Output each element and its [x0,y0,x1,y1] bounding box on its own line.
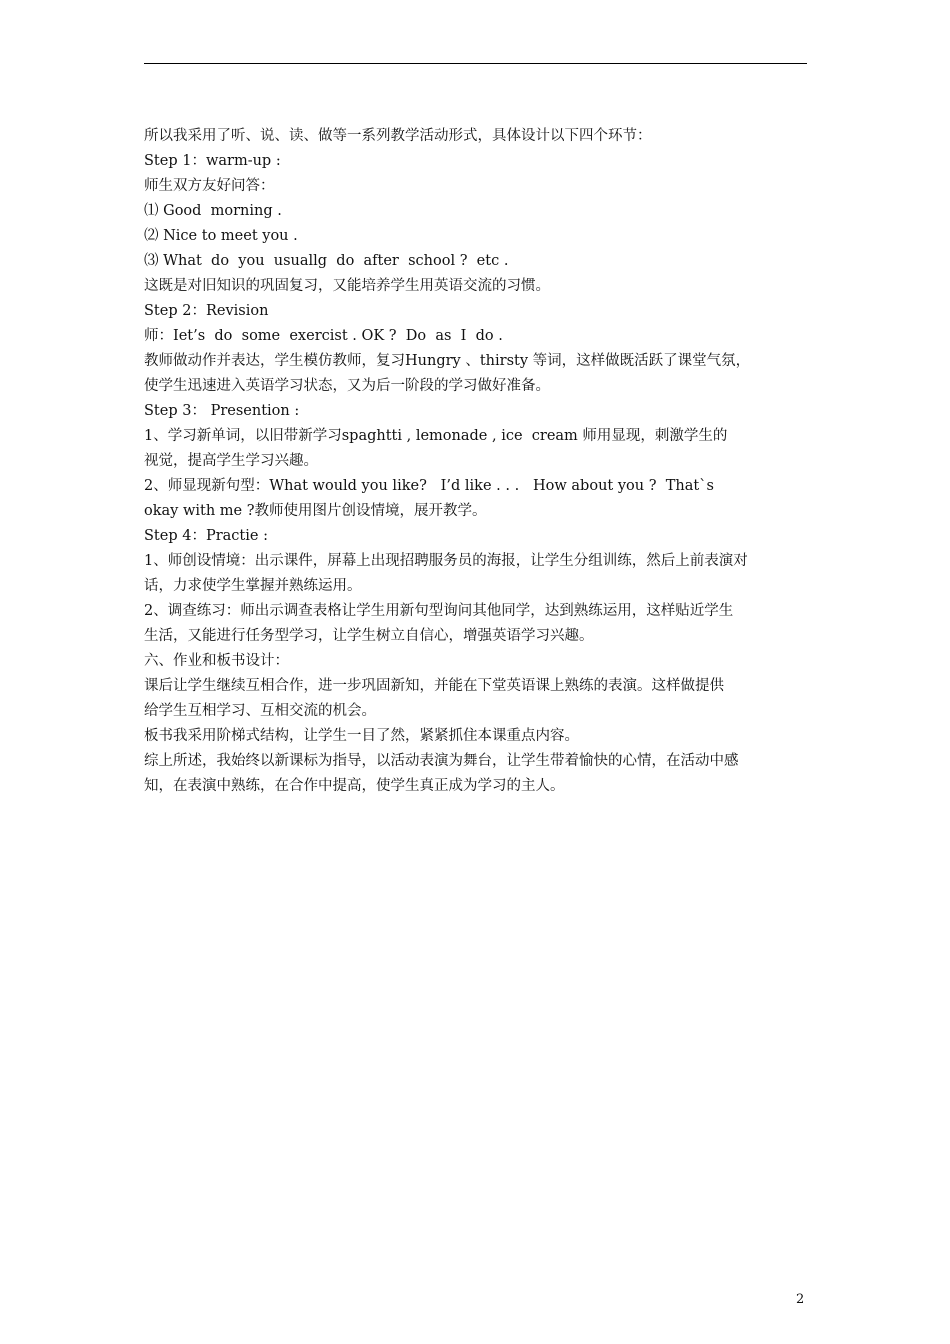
text-line: 视觉，提高学生学习兴趣。 [144,453,318,469]
text-line: 给学生互相学习、互相交流的机会。 [144,703,376,719]
text-line: 这既是对旧知识的巩固复习，又能培养学生用英语交流的习惯。 [144,278,550,294]
text-line: 2、调查练习：师出示调查表格让学生用新句型询问其他同学，达到熟练运用，这样贴近学生 [144,603,734,619]
text-line: 1、学习新单词，以旧带新学习spaghtti , lemonade , ice cream 师用显现，刺激学生的 [144,428,728,444]
text-line: ⑵ Nice to meet you . [144,228,298,244]
text-line: 1、师创设情境：出示课件，屏幕上出现招聘服务员的海报，让学生分组训练，然后上前表演对 [144,553,748,569]
text-line: okay with me ?教师使用图片创设情境，展开教学。 [144,503,487,519]
text-line: 知，在表演中熟练，在合作中提高，使学生真正成为学习的主人。 [144,778,565,794]
text-line: Step 1：warm-up : [144,153,281,169]
text-line: 使学生迅速进入英语学习状态，又为后一阶段的学习做好准备。 [144,378,550,394]
text-line: Step 2：Revision [144,303,269,319]
text-line: ⑶ What do you usuallg do after school ? etc . [144,253,509,269]
page-number: 2 [796,1292,805,1307]
header-rule [144,63,807,64]
text-line: 师生双方友好问答： [144,178,275,194]
text-line: 课后让学生继续互相合作，进一步巩固新知，并能在下堂英语课上熟练的表演。这样做提供 [144,678,724,694]
text-line: 板书我采用阶梯式结构，让学生一目了然，紧紧抓住本课重点内容。 [144,728,579,744]
text-line: 师：Iet’s do some exercist . OK ? Do as I do . [144,328,503,344]
text-line: 综上所述，我始终以新课标为指导，以活动表演为舞台，让学生带着愉快的心情，在活动中感 [144,753,739,769]
text-line: Step 4：Practie : [144,528,268,544]
document-body [144,124,809,799]
text-line: 话，力求使学生掌握并熟练运用。 [144,578,362,594]
text-line: 2、师显现新句型：What would you like? I’d like . . . How about you ? That`s [144,478,714,494]
text-line: ⑴ Good morning . [144,203,282,219]
text-line: Step 3： Presention : [144,403,300,419]
text-line: 生活，又能进行任务型学习，让学生树立自信心，增强英语学习兴趣。 [144,628,594,644]
text-line: 教师做动作并表达，学生模仿教师，复习Hungry 、thirsty 等词，这样做既活跃了课堂气氛， [144,353,751,369]
text-line: 所以我采用了听、说、读、做等一系列教学活动形式，具体设计以下四个环节： [144,128,652,144]
text-line: 六、作业和板书设计： [144,653,289,669]
